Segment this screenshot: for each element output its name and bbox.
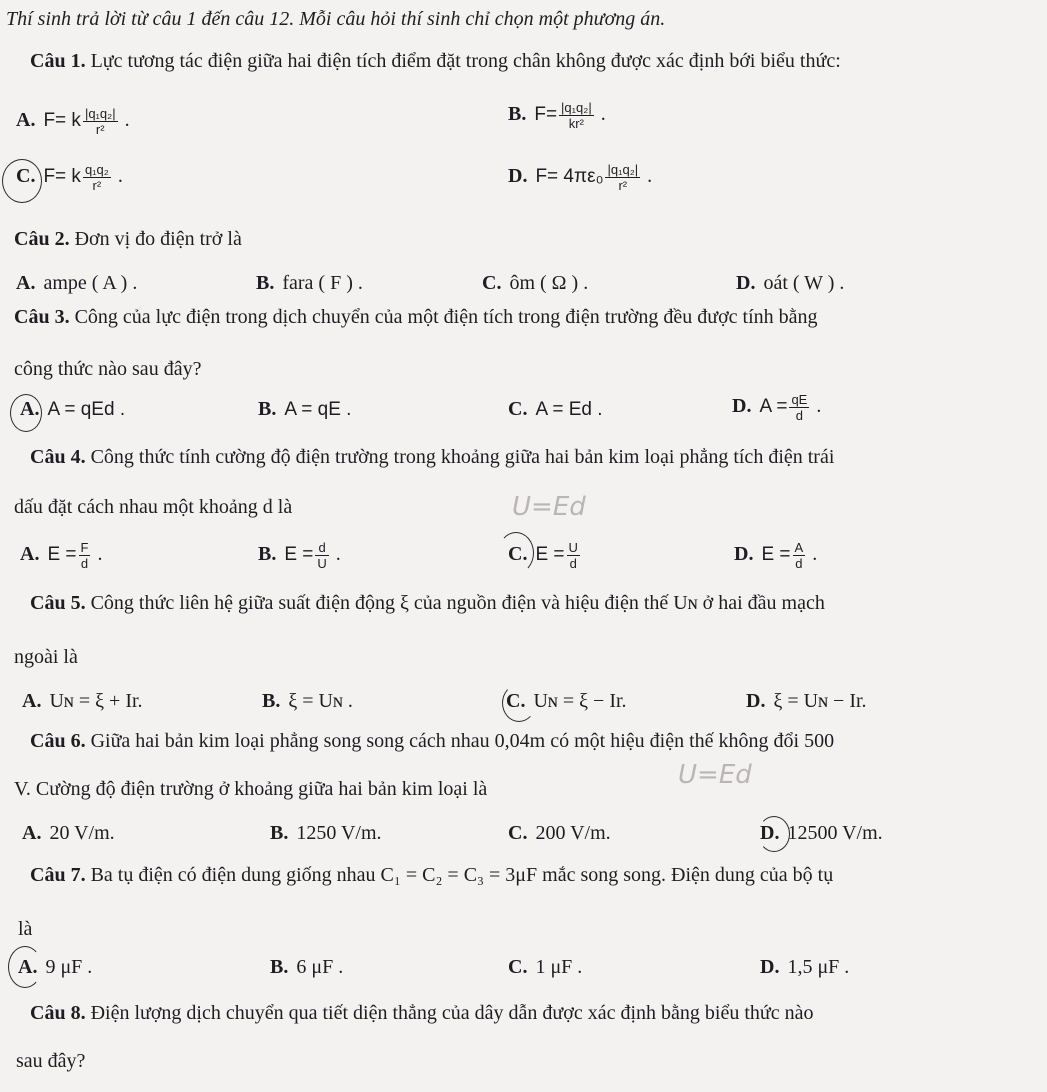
q1-option-a[interactable] [16,106,130,137]
option-letter: C. [482,272,502,294]
option-text: oát ( W ) . [763,272,845,294]
formula-prefix: F= k [43,166,81,188]
q5-option-b[interactable] [262,690,353,713]
formula-prefix: F= k [43,110,81,132]
option-letter: B. [256,272,275,294]
question-6 [30,730,834,753]
q5-option-d[interactable] [746,690,867,713]
option-letter: C. [508,822,528,844]
option-letter: C. [508,956,528,978]
fraction [83,106,118,137]
question-label: Câu 7. [30,864,86,886]
option-letter: B. [270,822,289,844]
option-letter: D. [746,690,766,712]
q7-option-a[interactable] [18,956,92,979]
option-letter: D. [736,272,756,294]
formula-suffix: . [600,103,606,126]
option-text: ξ = Uɴ . [288,690,353,712]
q4-option-a[interactable] [20,540,102,571]
numerator: |q₁q₂| [84,106,116,121]
option-text: 20 V/m. [49,822,115,844]
formula-suffix: . [124,109,130,132]
q7-option-d[interactable] [760,956,849,979]
question-text: Công thức tính cường độ điện trường trong khoảng giữa hai bản kim loại phẳng tích điện trái [90,446,835,468]
question-label: Câu 8. [30,1002,86,1024]
question-text: Lực tương tác điện giữa hai điện tích điểm đặt trong chân không được xác định bới biểu thức: [90,50,841,72]
option-letter: A. [16,272,36,294]
option-text: ξ = Uɴ − Ir. [773,690,867,712]
option-letter: A. [20,543,40,566]
formula-prefix: E = [761,544,791,566]
option-text: A = qEd . [47,399,126,420]
formula-prefix: E = [535,544,565,566]
option-letter: A. [22,690,42,712]
formula-prefix: A = [759,396,788,418]
formula-suffix: . [647,165,653,188]
numerator: F [80,540,89,555]
option-text: A = qE . [284,399,352,420]
pencil-note: U=Ed [678,760,752,790]
question-text: Đơn vị đo điện trở là [74,228,242,250]
option-text: 1 μF . [535,956,583,978]
denominator: r² [95,122,105,137]
question-text: Ba tụ điện có điện dung giống nhau C₁ = C₂ = C₃ = 3μF mắc song song. Điện dung của bộ tụ [90,864,834,886]
question-3 [14,306,818,329]
option-letter: B. [270,956,289,978]
option-letter: D. [760,822,780,844]
numerator: A [794,540,804,555]
q3-option-a[interactable] [20,398,125,421]
fraction [315,540,328,571]
q7-option-b[interactable] [270,956,343,979]
question-8 [30,1002,813,1025]
q5-option-a[interactable] [22,690,143,713]
fraction [605,162,640,193]
option-letter: A. [18,956,38,978]
instructions: Thí sinh trả lời từ câu 1 đến câu 12. Mỗi câu hỏi thí sinh chỉ chọn một phương án. [6,8,666,30]
numerator: |q₁q₂| [561,100,592,115]
numerator: qE [791,392,808,407]
question-text: Điện lượng dịch chuyển qua tiết diện thẳng của dây dẫn được xác định bằng biểu thức nào [90,1002,814,1024]
formula-suffix: . [97,543,103,566]
option-letter: B. [258,543,277,566]
question-4-line-2: dấu đặt cách nhau một khoảng d là [14,496,293,518]
q4-option-c[interactable] [508,540,582,571]
option-letter: B. [258,398,277,420]
denominator: r² [92,178,102,193]
option-letter: A. [16,109,36,132]
q6-option-d[interactable] [760,822,883,845]
question-label: Câu 3. [14,306,70,328]
question-2 [14,228,242,251]
option-letter: C. [506,690,526,712]
q2-option-d[interactable] [736,272,844,295]
option-letter: D. [508,165,528,188]
q3-option-d[interactable] [732,392,821,423]
denominator: d [795,408,804,423]
denominator: d [569,556,577,571]
formula-suffix: . [335,543,341,566]
formula-suffix: . [117,165,123,188]
option-letter: C. [508,543,528,566]
q4-option-d[interactable] [734,540,817,571]
q6-option-b[interactable] [270,822,382,845]
option-letter: B. [508,103,527,126]
option-text: 1250 V/m. [296,822,382,844]
denominator: r² [618,178,628,193]
numerator: |q₁q₂| [607,162,639,177]
question-text: Giữa hai bản kim loại phẳng song song cách nhau 0,04m có một hiệu điện thế không đổi 500 [90,730,835,752]
option-letter: B. [262,690,281,712]
question-6-line-2: V. Cường độ điện trường ở khoảng giữa hai bản kim loại là [14,778,488,800]
numerator: d [315,540,328,556]
option-letter: D. [734,543,754,566]
formula-prefix: F= [534,104,558,126]
q4-option-b[interactable] [258,540,341,571]
option-text: 1,5 μF . [787,956,850,978]
question-label: Câu 4. [30,446,86,468]
option-text: 12500 V/m. [787,822,883,844]
option-text: 200 V/m. [535,822,611,844]
q2-option-a[interactable] [16,272,137,295]
option-text: Uɴ = ξ + Ir. [49,690,143,712]
denominator: d [795,556,803,571]
fraction [83,162,111,193]
option-letter: C. [16,165,36,188]
question-7-line-2: là [18,918,33,940]
question-text: Công thức liên hệ giữa suất điện động ξ của nguồn điện và hiệu điện thế Uɴ ở hai đầu mạch [90,592,825,614]
question-label: Câu 5. [30,592,86,614]
question-label: Câu 1. [30,50,86,72]
denominator: d [80,556,89,571]
option-text: A = Ed . [535,399,603,420]
formula-suffix: . [816,395,822,418]
q3-option-b[interactable] [258,398,351,421]
fraction [789,392,809,423]
option-letter: A. [22,822,42,844]
pencil-note: U=Ed [512,492,586,522]
fraction [567,540,580,571]
formula-suffix: . [812,543,818,566]
formula-prefix: E = [284,544,314,566]
option-text: ôm ( Ω ) . [509,272,589,294]
denominator: kr² [568,116,584,131]
q6-option-a[interactable] [22,822,115,845]
option-text: fara ( F ) . [282,272,363,294]
option-letter: D. [760,956,780,978]
q6-option-c[interactable] [508,822,611,845]
question-5 [30,592,825,615]
numerator: q₁q₂ [84,162,109,177]
question-text: Công của lực điện trong dịch chuyển của một điện tích trong điện trường đều được tính bằng [74,306,818,328]
option-text: 9 μF . [45,956,93,978]
question-8-line-2: sau đây? [16,1050,86,1072]
fraction [79,540,91,571]
option-text: ampe ( A ) . [43,272,138,294]
question-5-line-2: ngoài là [14,646,78,668]
option-letter: C. [508,398,528,420]
denominator: U [317,556,327,571]
numerator: U [568,540,578,555]
formula-prefix: F= 4πε₀ [535,166,604,188]
option-text: 6 μF . [296,956,344,978]
fraction [559,100,594,131]
q1-option-c[interactable] [16,162,123,193]
q2-option-b[interactable] [256,272,363,295]
question-3-line-2: công thức nào sau đây? [14,358,202,380]
question-7 [30,864,833,887]
q3-option-c[interactable] [508,398,603,421]
q7-option-c[interactable] [508,956,582,979]
question-1 [30,50,841,73]
question-label: Câu 2. [14,228,70,250]
option-letter: D. [732,395,752,418]
question-label: Câu 6. [30,730,86,752]
q5-option-c[interactable] [506,690,627,713]
option-letter: A. [20,398,40,420]
option-text: Uɴ = ξ − Ir. [533,690,627,712]
fraction [793,540,806,571]
question-4 [30,446,834,469]
formula-prefix: E = [47,544,77,566]
q1-option-b[interactable] [508,100,606,131]
q2-option-c[interactable] [482,272,588,295]
q1-option-d[interactable] [508,162,652,193]
